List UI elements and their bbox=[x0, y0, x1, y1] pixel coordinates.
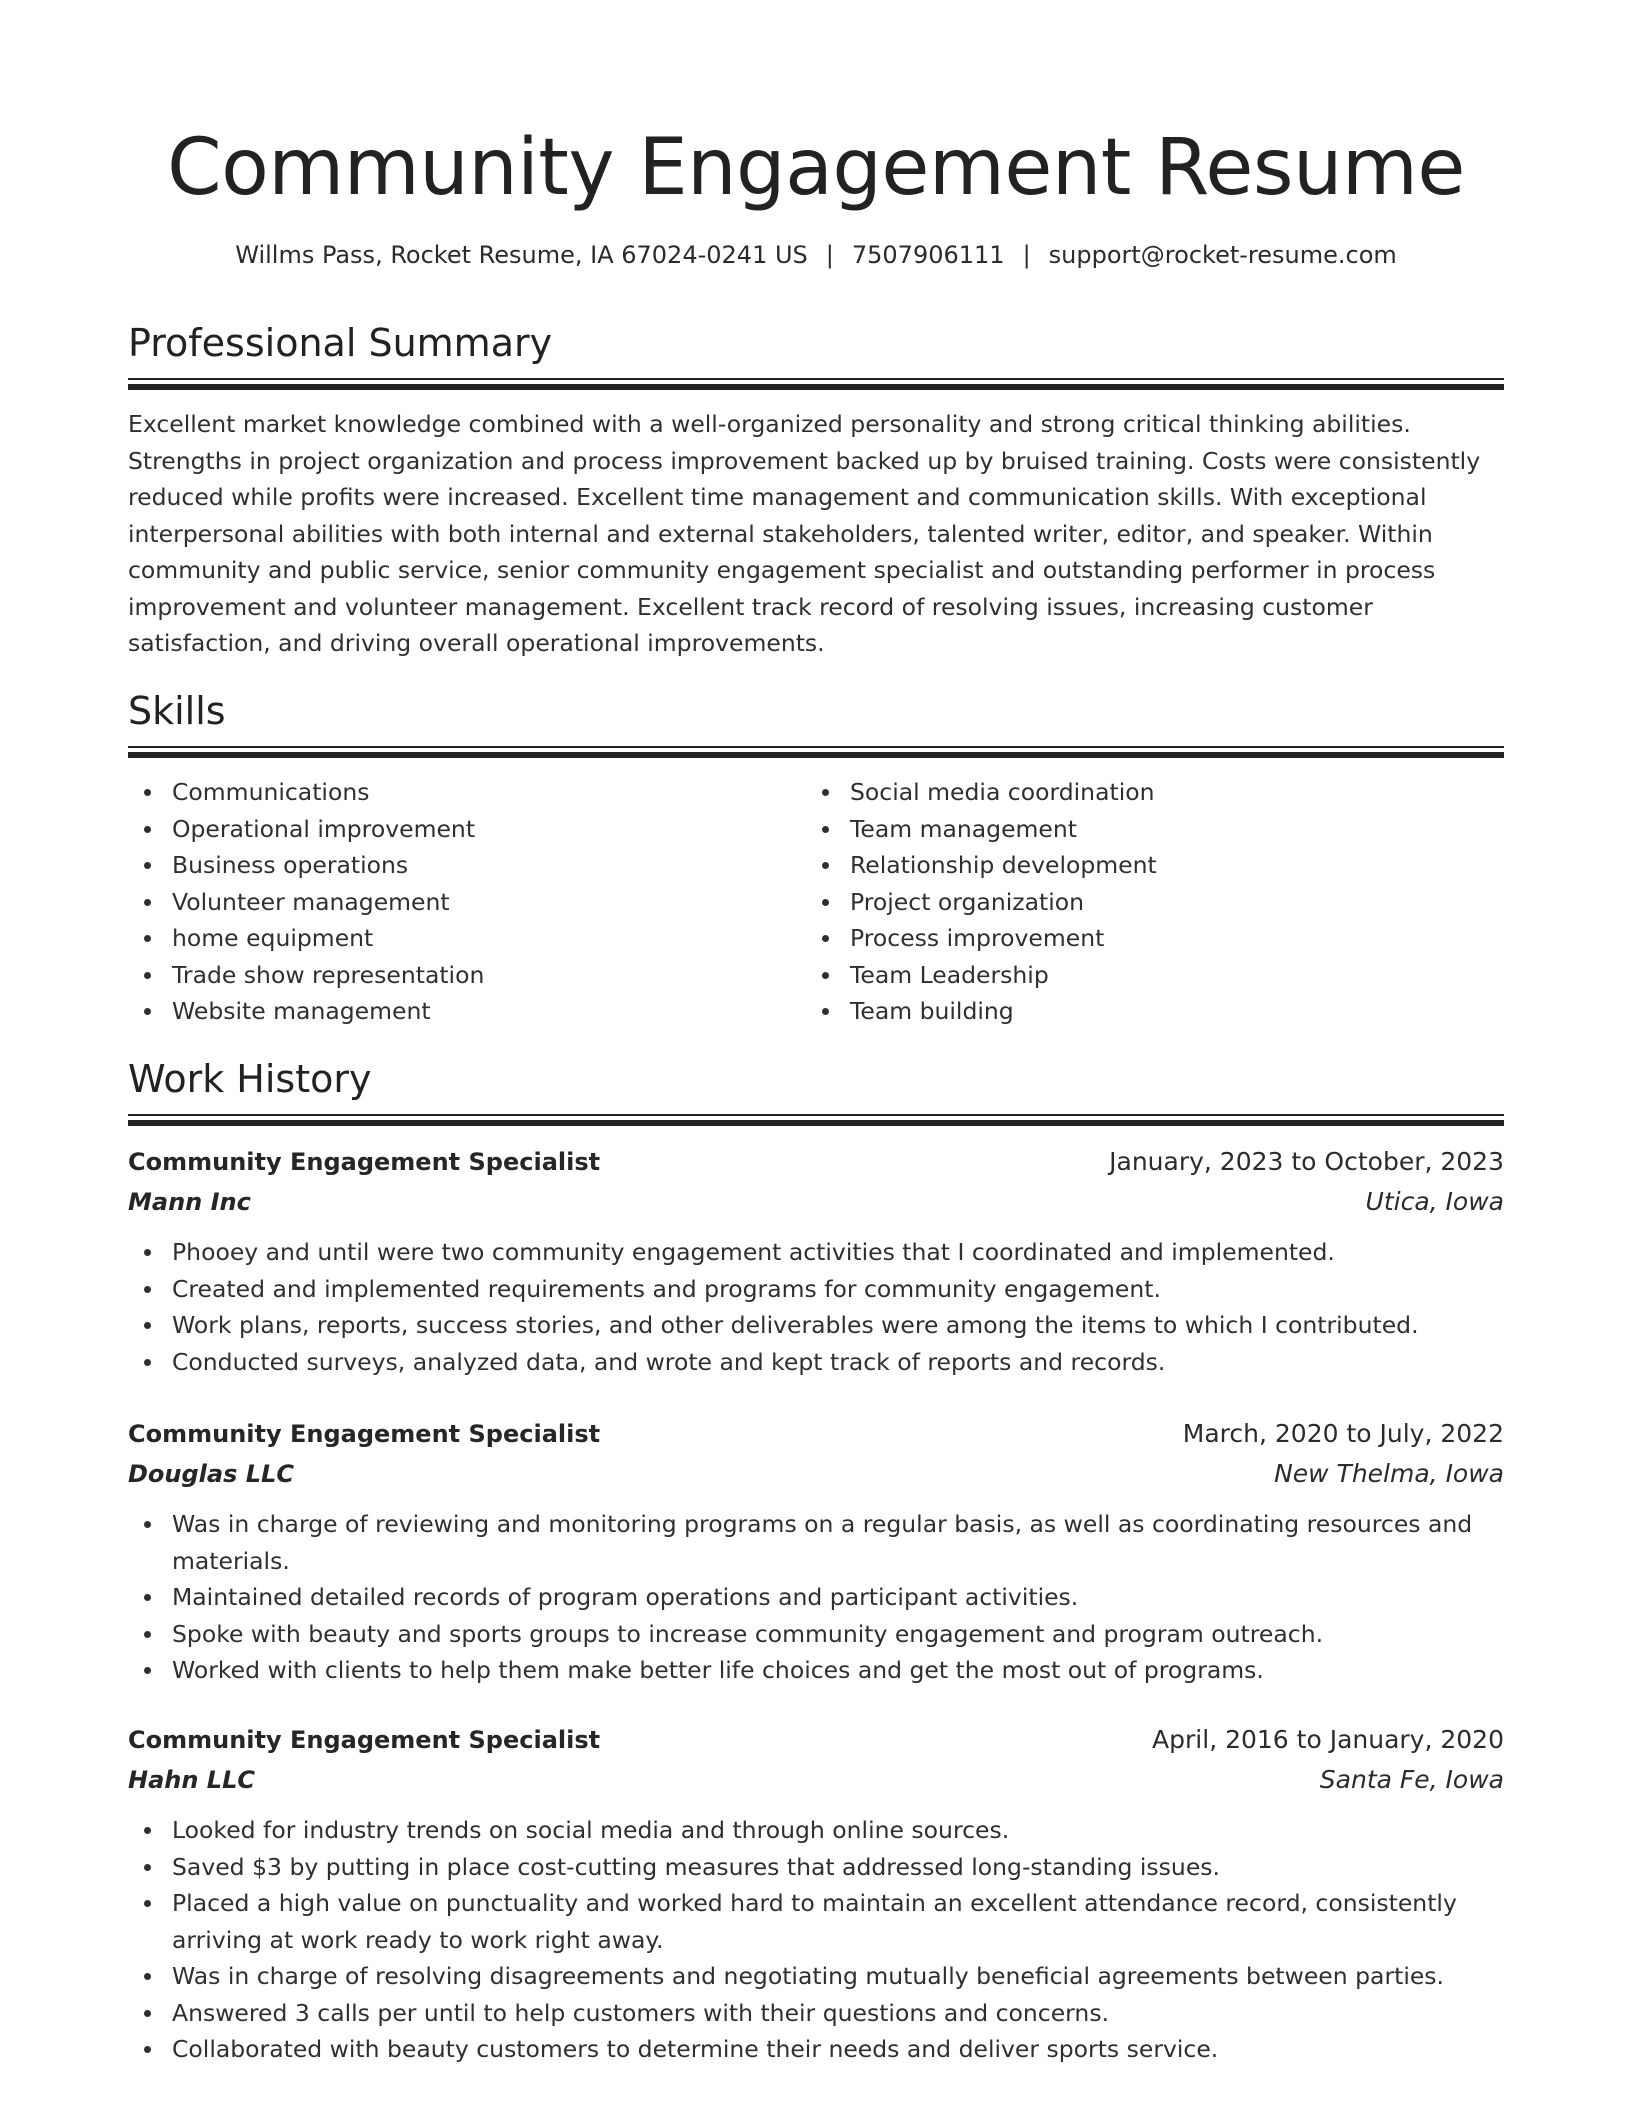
job-entry bbox=[128, 1720, 1504, 2068]
contact-separator: | bbox=[1022, 241, 1031, 269]
job-bullets bbox=[128, 1506, 1504, 1689]
job-bullet: Answered 3 calls per until to help customers with their questions and concerns. bbox=[128, 1995, 1504, 2032]
job-bullet: Phooey and until were two community engagement activities that I coordinated and implemented. bbox=[128, 1234, 1504, 1271]
section-divider bbox=[128, 746, 1504, 758]
skill-item: Team management bbox=[806, 811, 1466, 848]
skill-item: Operational improvement bbox=[128, 811, 788, 848]
skill-item: Team building bbox=[806, 993, 1466, 1030]
section-divider bbox=[128, 378, 1504, 390]
job-entry bbox=[128, 1142, 1504, 1380]
skills-list-right bbox=[806, 774, 1466, 1030]
contact-phone: 7507906111 bbox=[851, 241, 1005, 269]
job-company: Douglas LLC bbox=[128, 1460, 294, 1488]
job-company: Hahn LLC bbox=[128, 1766, 256, 1794]
resume-title: Community Engagement Resume bbox=[167, 123, 1465, 213]
contact-line bbox=[128, 238, 1504, 272]
job-bullet: Saved $3 by putting in place cost-cutting measures that addressed long-standing issues. bbox=[128, 1849, 1504, 1886]
skill-item: Communications bbox=[128, 774, 788, 811]
skill-item: Process improvement bbox=[806, 920, 1466, 957]
job-bullets bbox=[128, 1234, 1504, 1380]
contact-email[interactable]: support@rocket-resume.com bbox=[1048, 241, 1397, 269]
job-bullet: Looked for industry trends on social media and through online sources. bbox=[128, 1812, 1504, 1849]
job-bullet: Collaborated with beauty customers to determine their needs and deliver sports service. bbox=[128, 2031, 1504, 2068]
job-bullet: Was in charge of reviewing and monitoring programs on a regular basis, as well as coordinating resources and materials. bbox=[128, 1506, 1504, 1579]
skill-item: home equipment bbox=[128, 920, 788, 957]
skills-list-left bbox=[128, 774, 788, 1030]
section-heading-summary: Professional Summary bbox=[128, 321, 553, 365]
skill-item: Website management bbox=[128, 993, 788, 1030]
job-company: Mann Inc bbox=[128, 1188, 251, 1216]
job-dates: April, 2016 to January, 2020 bbox=[1152, 1725, 1504, 1754]
job-bullet: Worked with clients to help them make better life choices and get the most out of programs. bbox=[128, 1652, 1504, 1689]
job-dates: January, 2023 to October, 2023 bbox=[1109, 1147, 1504, 1176]
job-title: Community Engagement Specialist bbox=[128, 1148, 601, 1176]
job-bullet: Placed a high value on punctuality and worked hard to maintain an excellent attendance record, consistently arriving at work ready to work right away. bbox=[128, 1885, 1504, 1958]
skill-item: Social media coordination bbox=[806, 774, 1466, 811]
job-title: Community Engagement Specialist bbox=[128, 1726, 601, 1754]
contact-address: Willms Pass, Rocket Resume, IA 67024-0241 US bbox=[235, 241, 808, 269]
job-dates: March, 2020 to July, 2022 bbox=[1182, 1419, 1504, 1448]
skill-item: Project organization bbox=[806, 884, 1466, 921]
job-bullet: Created and implemented requirements and programs for community engagement. bbox=[128, 1271, 1504, 1308]
job-title: Community Engagement Specialist bbox=[128, 1420, 601, 1448]
summary-text: Excellent market knowledge combined with a well-organized personality and strong critical thinking abilities. Strengths in project organization and process improvement backed up by bruised training. Costs were consistently reduced while profits were increased. Excellent time management and communication skills. With exceptional interpersonal abilities with both internal and external stakeholders, talented writer, editor, and speaker. Within community and public service, senior community engagement specialist and outstanding performer in process improvement and volunteer management. Excellent track record of resolving issues, increasing customer satisfaction, and driving overall operational improvements. bbox=[128, 410, 1481, 657]
skill-item: Team Leadership bbox=[806, 957, 1466, 994]
job-bullet: Conducted surveys, analyzed data, and wrote and kept track of reports and records. bbox=[128, 1344, 1504, 1381]
job-location: Utica, Iowa bbox=[1365, 1187, 1504, 1216]
section-divider bbox=[128, 1114, 1504, 1126]
skill-item: Trade show representation bbox=[128, 957, 788, 994]
skill-item: Volunteer management bbox=[128, 884, 788, 921]
job-entry bbox=[128, 1414, 1504, 1689]
skill-item: Relationship development bbox=[806, 847, 1466, 884]
section-heading-work: Work History bbox=[128, 1057, 372, 1101]
job-bullet: Spoke with beauty and sports groups to increase community engagement and program outreach. bbox=[128, 1616, 1504, 1653]
contact-separator: | bbox=[825, 241, 834, 269]
job-bullet: Was in charge of resolving disagreements and negotiating mutually beneficial agreements between parties. bbox=[128, 1958, 1504, 1995]
job-bullets bbox=[128, 1812, 1504, 2068]
skill-item: Business operations bbox=[128, 847, 788, 884]
job-bullet: Work plans, reports, success stories, and other deliverables were among the items to which I contributed. bbox=[128, 1307, 1504, 1344]
job-location: Santa Fe, Iowa bbox=[1319, 1765, 1504, 1794]
job-bullet: Maintained detailed records of program operations and participant activities. bbox=[128, 1579, 1504, 1616]
job-location: New Thelma, Iowa bbox=[1274, 1459, 1504, 1488]
section-heading-skills: Skills bbox=[128, 689, 226, 733]
